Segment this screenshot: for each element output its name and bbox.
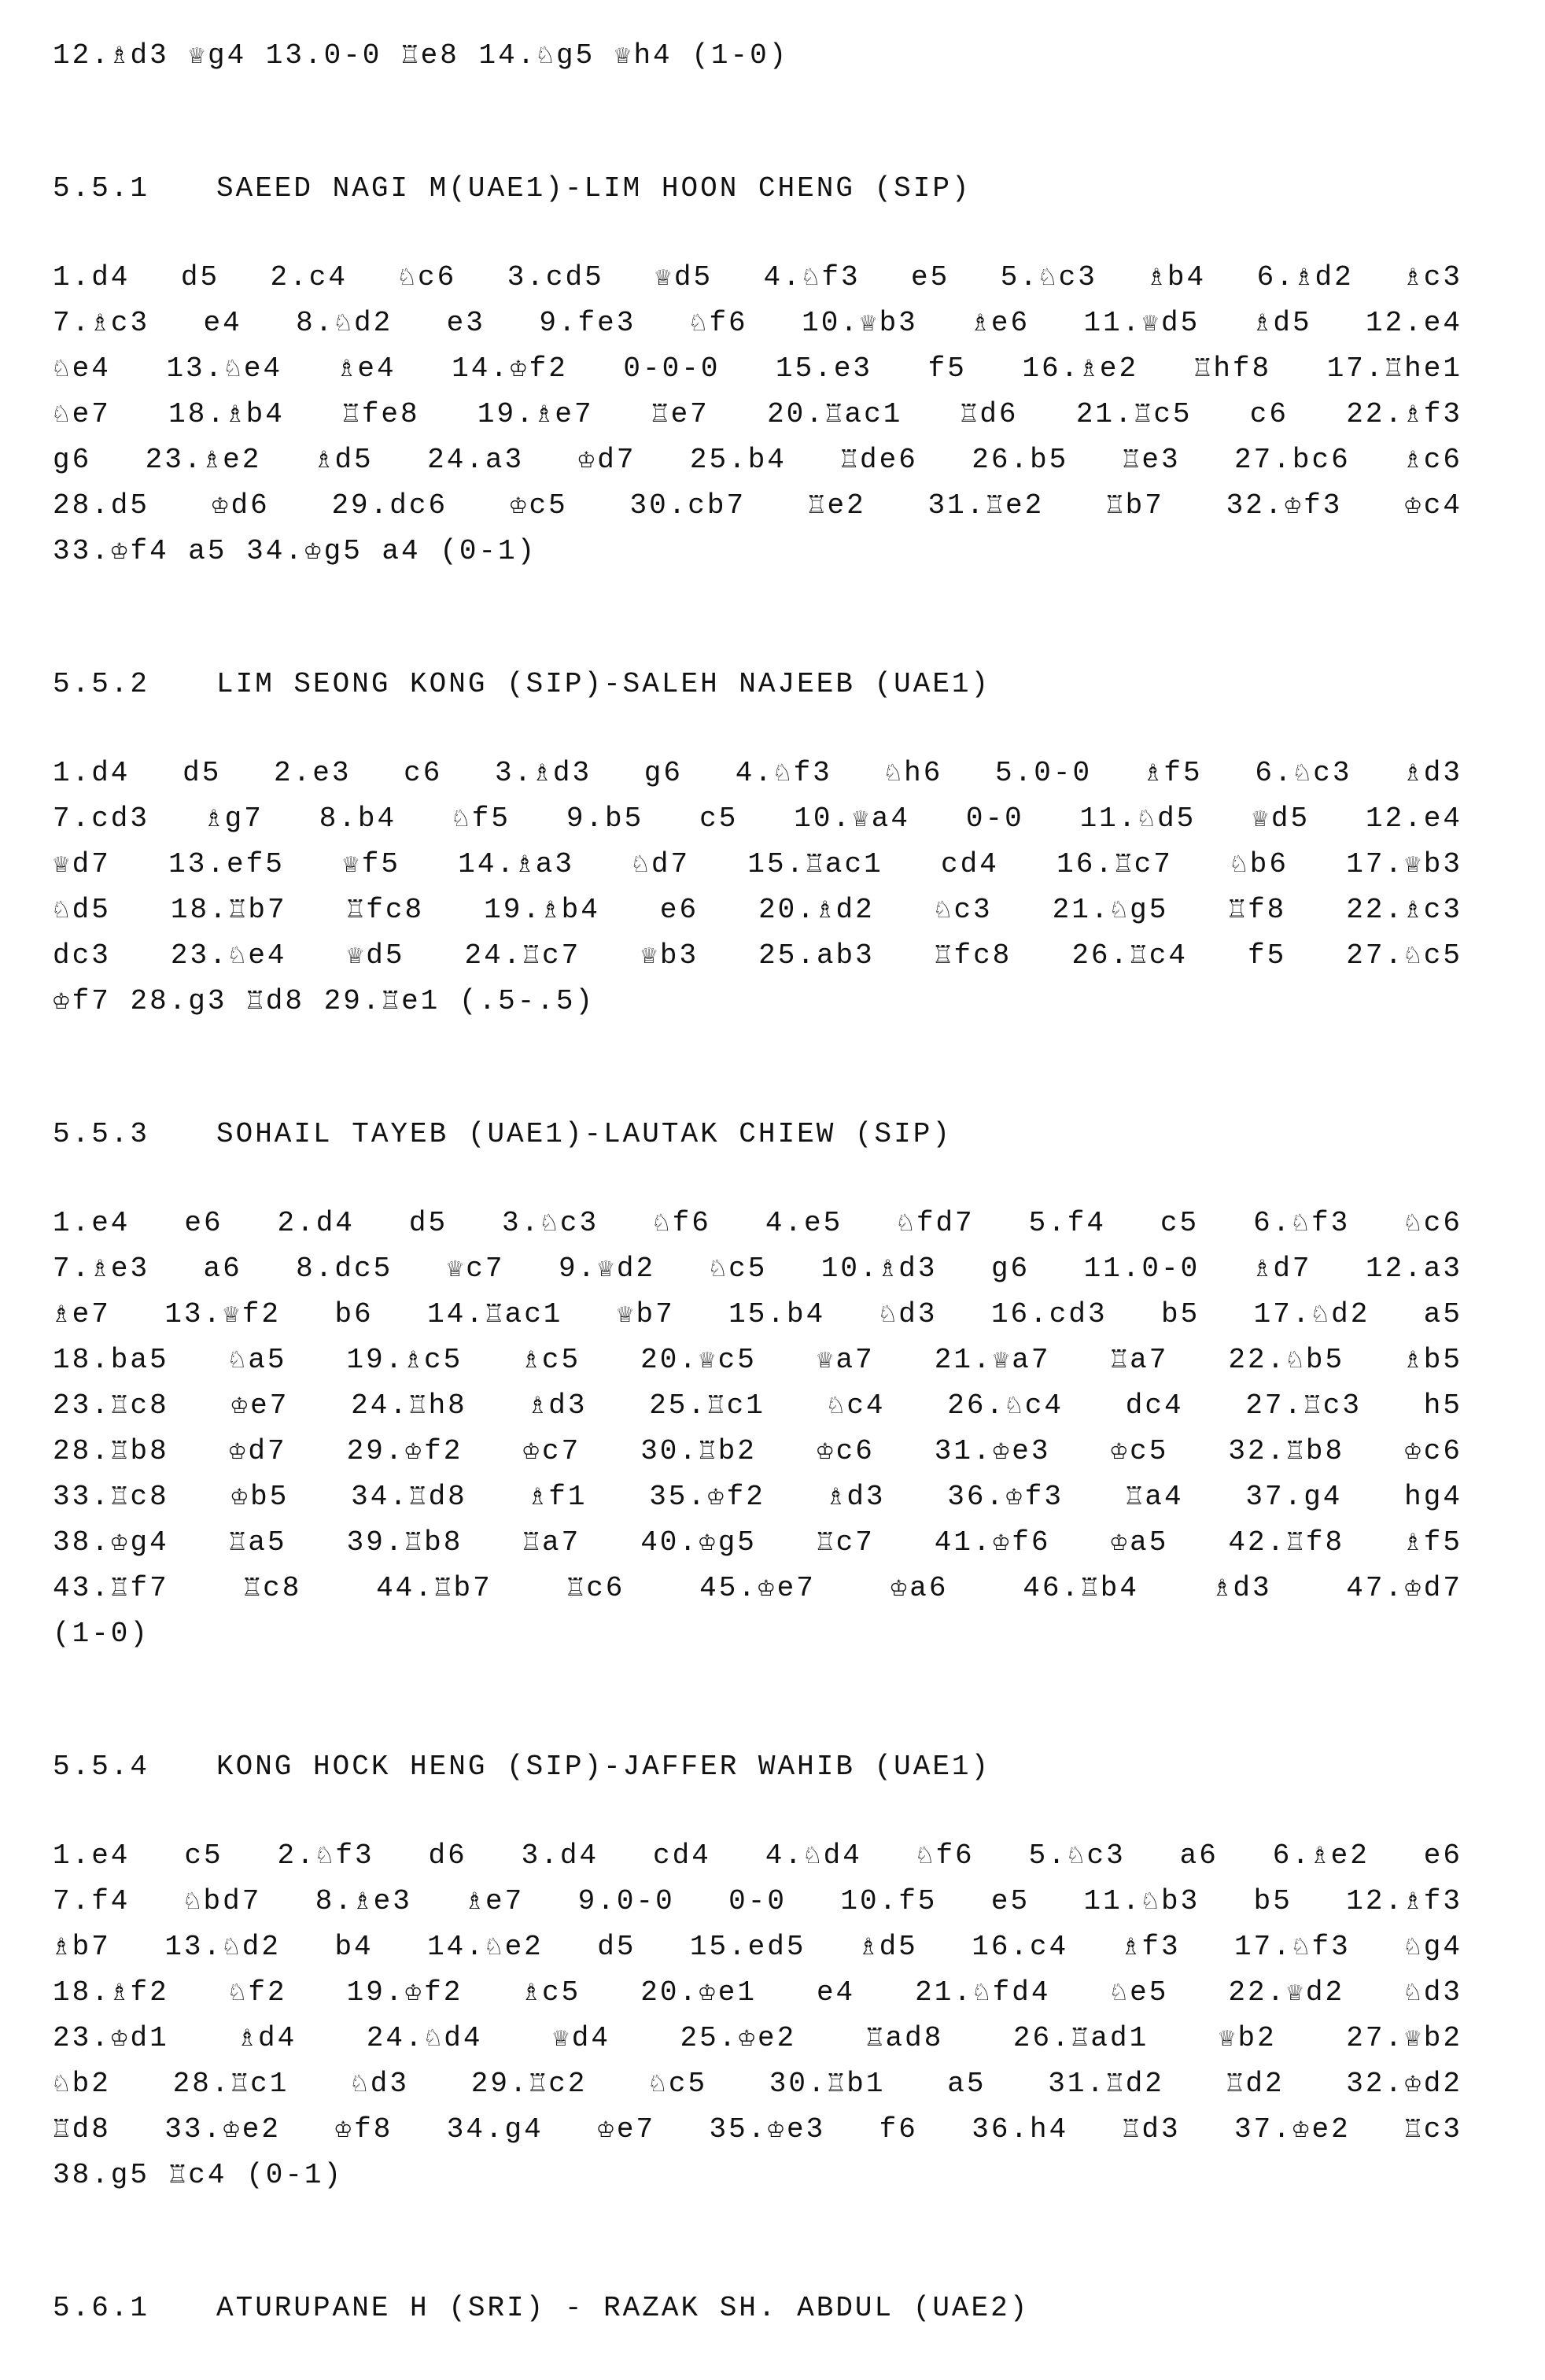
move-line: ♘b2 28.♖c1 ♘d3 29.♖c2 ♘c5 30.♖b1 a5 31.♖d2 ♖d2 32.♔d2 [53,2068,1462,2100]
move-line: ♘e4 13.♘e4 ♗e4 14.♔f2 0-0-0 15.e3 f5 16.♗e2 ♖hf8 17.♖he1 [53,352,1462,385]
move-line: 23.♔d1 ♗d4 24.♘d4 ♕d4 25.♔e2 ♖ad8 26.♖ad1 ♕b2 27.♕b2 [53,2022,1462,2054]
move-line: 28.♖b8 ♔d7 29.♔f2 ♔c7 30.♖b2 ♔c6 31.♔e3 ♔c5 32.♖b8 ♔c6 [53,1435,1462,1467]
game-heading [53,662,1462,707]
game-heading [53,1744,1462,1790]
move-line: 18.♗f2 ♘f2 19.♔f2 ♗c5 20.♔e1 e4 21.♘fd4 ♘e5 22.♕d2 ♘d3 [53,1976,1462,2009]
move-line: 33.♖c8 ♔b5 34.♖d8 ♗f1 35.♔f2 ♗d3 36.♔f3 ♖a4 37.g4 hg4 [53,1481,1462,1513]
move-line: (1-0) [53,1618,150,1650]
game-heading [53,166,1462,212]
game-moves [53,751,1462,1024]
move-line: 38.♔g4 ♖a5 39.♖b8 ♖a7 40.♔g5 ♖c7 41.♔f6 ♔a5 42.♖f8 ♗f5 [53,1526,1462,1559]
game-continuation-moves: 12.♗d3 ♕g4 13.0-0 ♖e8 14.♘g5 ♕h4 (1-0) [53,39,789,72]
game-number: 5.5.2 [53,668,150,700]
game-number: 5.5.3 [53,1118,150,1150]
scoresheet-page [53,33,1462,2331]
move-line: 1.d4 d5 2.c4 ♘c6 3.cd5 ♕d5 4.♘f3 e5 5.♘c3 ♗b4 6.♗d2 ♗c3 [53,261,1462,293]
game-players-title: ATURUPANE H (SRI) - RAZAK SH. ABDUL (UAE2) [216,2292,1030,2324]
game-players-title: SAEED NAGI M(UAE1)-LIM HOON CHENG (SIP) [216,172,972,205]
move-line: ♕d7 13.ef5 ♕f5 14.♗a3 ♘d7 15.♖ac1 cd4 16.♖c7 ♘b6 17.♕b3 [53,848,1462,880]
move-line: 7.♗e3 a6 8.dc5 ♕c7 9.♕d2 ♘c5 10.♗d3 g6 11.0-0 ♗d7 12.a3 [53,1253,1462,1285]
game-players-title: SOHAIL TAYEB (UAE1)-LAUTAK CHIEW (SIP) [216,1118,952,1150]
game-players-title: LIM SEONG KONG (SIP)-SALEH NAJEEB (UAE1) [216,668,991,700]
move-line: ♘e7 18.♗b4 ♖fe8 19.♗e7 ♖e7 20.♖ac1 ♖d6 21.♖c5 c6 22.♗f3 [53,398,1462,430]
move-line: 43.♖f7 ♖c8 44.♖b7 ♖c6 45.♔e7 ♔a6 46.♖b4 ♗d3 47.♔d7 [53,1572,1462,1604]
move-line: 33.♔f4 a5 34.♔g5 a4 (0-1) [53,535,537,567]
move-line: 1.e4 c5 2.♘f3 d6 3.d4 cd4 4.♘d4 ♘f6 5.♘c3 a6 6.♗e2 e6 [53,1839,1462,1872]
move-line: 7.cd3 ♗g7 8.b4 ♘f5 9.b5 c5 10.♕a4 0-0 11.♘d5 ♕d5 12.e4 [53,803,1462,835]
move-line: ♖d8 33.♔e2 ♔f8 34.g4 ♔e7 35.♔e3 f6 36.h4 ♖d3 37.♔e2 ♖c3 [53,2113,1462,2146]
game-moves [53,1201,1462,1657]
game-heading [53,1112,1462,1157]
move-line: ♗e7 13.♕f2 b6 14.♖ac1 ♕b7 15.b4 ♘d3 16.cd3 b5 17.♘d2 a5 [53,1298,1462,1330]
game-number: 5.5.1 [53,172,150,205]
move-line: 28.d5 ♔d6 29.dc6 ♔c5 30.cb7 ♖e2 31.♖e2 ♖b7 32.♔f3 ♔c4 [53,489,1462,522]
move-line: 7.♗c3 e4 8.♘d2 e3 9.fe3 ♘f6 10.♕b3 ♗e6 11.♕d5 ♗d5 12.e4 [53,307,1462,339]
move-line: g6 23.♗e2 ♗d5 24.a3 ♔d7 25.b4 ♖de6 26.b5 ♖e3 27.bc6 ♗c6 [53,444,1462,476]
move-line: 7.f4 ♘bd7 8.♗e3 ♗e7 9.0-0 0-0 10.f5 e5 11.♘b3 b5 12.♗f3 [53,1885,1462,1917]
game-moves [53,255,1462,574]
game-moves [53,1833,1462,2198]
move-line: 23.♖c8 ♔e7 24.♖h8 ♗d3 25.♖c1 ♘c4 26.♘c4 dc4 27.♖c3 h5 [53,1389,1462,1422]
move-line: ♔f7 28.g3 ♖d8 29.♖e1 (.5-.5) [53,985,596,1017]
move-line: dc3 23.♘e4 ♕d5 24.♖c7 ♕b3 25.ab3 ♖fc8 26.♖c4 f5 27.♘c5 [53,939,1462,972]
game-heading [53,2286,1462,2331]
game-players-title: KONG HOCK HENG (SIP)-JAFFER WAHIB (UAE1) [216,1751,991,1783]
game-number: 5.6.1 [53,2292,150,2324]
move-line: 1.e4 e6 2.d4 d5 3.♘c3 ♘f6 4.e5 ♘fd7 5.f4 c5 6.♘f3 ♘c6 [53,1207,1462,1239]
move-line: 18.ba5 ♘a5 19.♗c5 ♗c5 20.♕c5 ♕a7 21.♕a7 ♖a7 22.♘b5 ♗b5 [53,1344,1462,1376]
move-line: 1.d4 d5 2.e3 c6 3.♗d3 g6 4.♘f3 ♘h6 5.0-0 ♗f5 6.♘c3 ♗d3 [53,757,1462,789]
game-number: 5.5.4 [53,1751,150,1783]
move-line: ♘d5 18.♖b7 ♖fc8 19.♗b4 e6 20.♗d2 ♘c3 21.♘g5 ♖f8 22.♗c3 [53,894,1462,926]
move-line: ♗b7 13.♘d2 b4 14.♘e2 d5 15.ed5 ♗d5 16.c4 ♗f3 17.♘f3 ♘g4 [53,1931,1462,1963]
move-line: 38.g5 ♖c4 (0-1) [53,2159,344,2191]
